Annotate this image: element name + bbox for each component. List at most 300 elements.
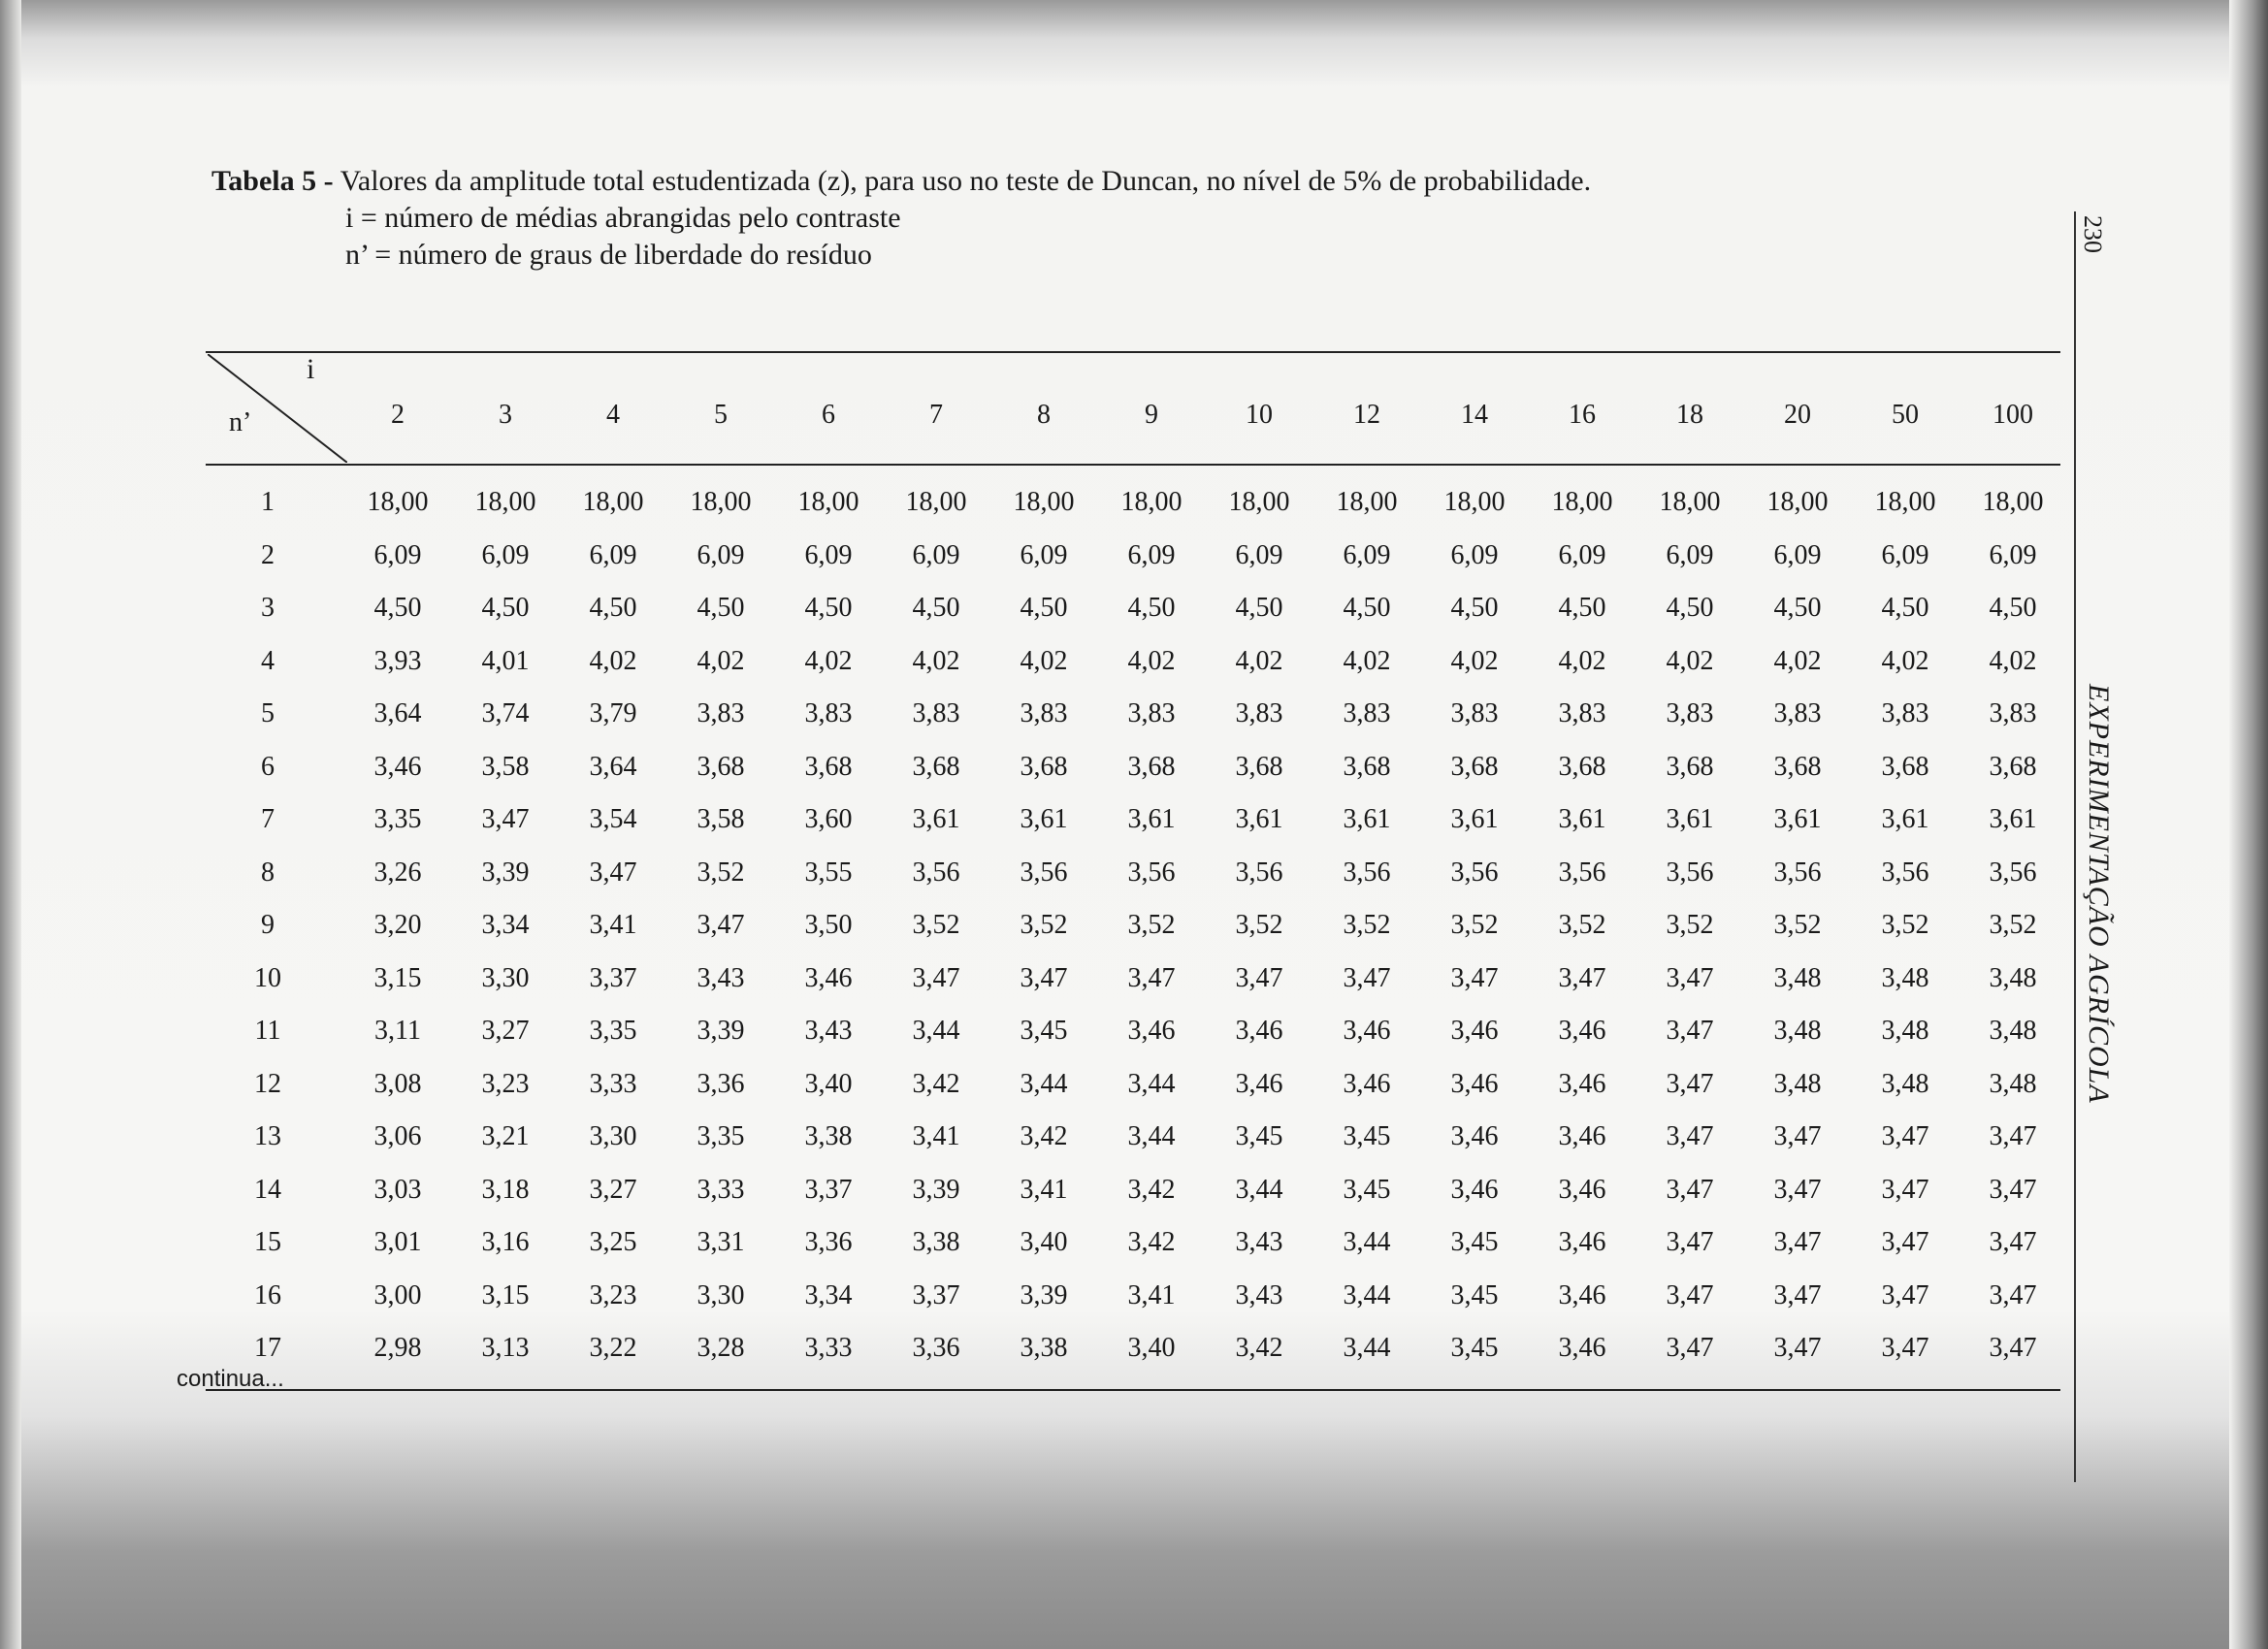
table-cell: 4,02 <box>1773 645 1822 676</box>
table-cell: 6,09 <box>1881 539 1929 570</box>
table-cell: 3,26 <box>373 857 422 888</box>
table-cell: 4,50 <box>1450 593 1499 623</box>
table-cell: 3,41 <box>912 1121 960 1151</box>
column-header: 14 <box>1461 400 1488 430</box>
table-cell: 4,02 <box>804 645 853 676</box>
row-label: 12 <box>254 1068 281 1099</box>
table-cell: 3,01 <box>373 1227 422 1257</box>
table-cell: 18,00 <box>1336 487 1398 517</box>
table-cell: 3,22 <box>589 1333 637 1363</box>
table-cell: 3,83 <box>1666 698 1714 728</box>
table-cell: 3,43 <box>1235 1279 1283 1310</box>
table-cell: 3,52 <box>697 857 745 888</box>
table-cell: 4,50 <box>1773 593 1822 623</box>
table-cell: 3,52 <box>1235 910 1283 940</box>
table-caption <box>211 163 1591 274</box>
table-cell: 3,47 <box>1773 1121 1822 1151</box>
table-cell: 3,58 <box>697 804 745 834</box>
table-cell: 3,47 <box>1666 1227 1714 1257</box>
table-cell: 3,47 <box>1235 962 1283 993</box>
table-cell: 3,83 <box>804 698 853 728</box>
table-cell: 3,13 <box>481 1333 530 1363</box>
table-cell: 3,47 <box>1881 1333 1929 1363</box>
running-head: EXPERIMENTAÇÃO AGRÍCOLA <box>2083 684 2115 1104</box>
table-cell: 3,41 <box>1020 1174 1068 1205</box>
column-header: 9 <box>1145 400 1158 430</box>
table-cell: 4,50 <box>804 593 853 623</box>
table-cell: 18,00 <box>1982 487 2044 517</box>
table-cell: 3,47 <box>1666 1333 1714 1363</box>
table-cell: 18,00 <box>690 487 752 517</box>
table-cell: 3,18 <box>481 1174 530 1205</box>
table-cell: 3,15 <box>481 1279 530 1310</box>
table-cell: 3,56 <box>1666 857 1714 888</box>
table-cell: 3,46 <box>1235 1068 1283 1099</box>
table-cell: 3,35 <box>697 1121 745 1151</box>
table-cell: 6,09 <box>1020 539 1068 570</box>
table-cell: 18,00 <box>1874 487 1936 517</box>
row-label: 6 <box>261 751 275 782</box>
table-cell: 4,50 <box>1020 593 1068 623</box>
table-cell: 4,01 <box>481 645 530 676</box>
table-cell: 3,83 <box>1235 698 1283 728</box>
table-cell: 4,50 <box>912 593 960 623</box>
table-cell: 3,47 <box>1773 1227 1822 1257</box>
table-cell: 6,09 <box>589 539 637 570</box>
table-cell: 4,02 <box>1020 645 1068 676</box>
table-cell: 3,45 <box>1450 1279 1499 1310</box>
table-cell: 18,00 <box>474 487 536 517</box>
table-cell: 4,50 <box>1343 593 1391 623</box>
table-cell: 3,47 <box>1989 1333 2037 1363</box>
table-cell: 4,50 <box>589 593 637 623</box>
table-bottom-rule <box>206 1389 2060 1391</box>
table-cell: 3,52 <box>1989 910 2037 940</box>
column-header: 20 <box>1784 400 1811 430</box>
table-cell: 3,11 <box>374 1016 421 1046</box>
table-cell: 3,56 <box>1450 857 1499 888</box>
table-cell: 3,68 <box>912 751 960 782</box>
table-cell: 3,28 <box>697 1333 745 1363</box>
table-cell: 3,48 <box>1881 962 1929 993</box>
table-cell: 6,09 <box>1127 539 1176 570</box>
caption-label: Tabela 5 - <box>211 165 334 197</box>
table-cell: 18,00 <box>1551 487 1613 517</box>
table-cell: 3,56 <box>1343 857 1391 888</box>
table-cell: 4,50 <box>1558 593 1606 623</box>
table-cell: 3,83 <box>1558 698 1606 728</box>
table-cell: 4,02 <box>1343 645 1391 676</box>
table-cell: 3,44 <box>912 1016 960 1046</box>
column-header: 7 <box>929 400 943 430</box>
table-cell: 3,30 <box>589 1121 637 1151</box>
table-cell: 3,46 <box>1558 1121 1606 1151</box>
table-cell: 3,52 <box>1881 910 1929 940</box>
table-cell: 6,09 <box>1235 539 1283 570</box>
table-cell: 3,56 <box>1989 857 2037 888</box>
table-cell: 18,00 <box>1443 487 1506 517</box>
table-cell: 3,68 <box>1450 751 1499 782</box>
table-cell: 3,47 <box>912 962 960 993</box>
table-cell: 3,37 <box>589 962 637 993</box>
table-cell: 3,00 <box>373 1279 422 1310</box>
table-cell: 3,30 <box>697 1279 745 1310</box>
table-cell: 4,02 <box>1666 645 1714 676</box>
table-cell: 4,50 <box>1666 593 1714 623</box>
table-cell: 3,83 <box>912 698 960 728</box>
table-cell: 3,50 <box>804 910 853 940</box>
table-cell: 3,58 <box>481 751 530 782</box>
table-cell: 3,56 <box>1020 857 1068 888</box>
table-cell: 3,35 <box>589 1016 637 1046</box>
table-cell: 3,47 <box>1666 1279 1714 1310</box>
table-cell: 3,47 <box>1773 1174 1822 1205</box>
table-cell: 3,61 <box>1558 804 1606 834</box>
table-cell: 3,56 <box>912 857 960 888</box>
table-cell: 3,47 <box>481 804 530 834</box>
table-cell: 4,02 <box>1558 645 1606 676</box>
table-cell: 3,23 <box>481 1068 530 1099</box>
page-edge-right <box>2229 0 2268 1649</box>
column-header: 4 <box>606 400 620 430</box>
column-header: 2 <box>391 400 405 430</box>
table-cell: 3,41 <box>589 910 637 940</box>
table-cell: 3,40 <box>1020 1227 1068 1257</box>
table-cell: 4,50 <box>1235 593 1283 623</box>
table-cell: 3,38 <box>1020 1333 1068 1363</box>
table-cell: 3,47 <box>1881 1174 1929 1205</box>
corner-label-n: n’ <box>229 407 252 437</box>
table-cell: 3,47 <box>1450 962 1499 993</box>
table-cell: 4,50 <box>1127 593 1176 623</box>
table-top-rule <box>206 351 2060 353</box>
table-cell: 3,64 <box>589 751 637 782</box>
table-cell: 3,64 <box>373 698 422 728</box>
table-cell: 6,09 <box>481 539 530 570</box>
table-cell: 3,68 <box>1558 751 1606 782</box>
table-cell: 3,06 <box>373 1121 422 1151</box>
table-cell: 3,46 <box>1558 1227 1606 1257</box>
table-cell: 3,47 <box>1343 962 1391 993</box>
column-header: 8 <box>1037 400 1051 430</box>
table-cell: 3,61 <box>1881 804 1929 834</box>
table-cell: 3,46 <box>1450 1121 1499 1151</box>
table-cell: 3,83 <box>697 698 745 728</box>
table-cell: 3,52 <box>1343 910 1391 940</box>
table-cell: 18,00 <box>582 487 644 517</box>
table-cell: 3,23 <box>589 1279 637 1310</box>
row-label: 16 <box>254 1279 281 1310</box>
table-cell: 4,02 <box>912 645 960 676</box>
table-cell: 3,46 <box>1127 1016 1176 1046</box>
table-cell: 3,52 <box>912 910 960 940</box>
table-cell: 3,83 <box>1020 698 1068 728</box>
table-cell: 3,33 <box>589 1068 637 1099</box>
table-cell: 3,47 <box>1020 962 1068 993</box>
table-cell: 3,47 <box>1881 1121 1929 1151</box>
table-cell: 3,48 <box>1989 1016 2037 1046</box>
table-cell: 3,42 <box>1235 1333 1283 1363</box>
table-cell: 3,03 <box>373 1174 422 1205</box>
table-cell: 3,37 <box>804 1174 853 1205</box>
table-cell: 3,46 <box>1558 1174 1606 1205</box>
table-cell: 3,42 <box>1127 1174 1176 1205</box>
row-label: 1 <box>261 487 275 517</box>
table-cell: 3,30 <box>481 962 530 993</box>
table-cell: 6,09 <box>912 539 960 570</box>
table-cell: 3,52 <box>1127 910 1176 940</box>
table-cell: 18,00 <box>1013 487 1075 517</box>
table-cell: 4,50 <box>697 593 745 623</box>
table-cell: 3,83 <box>1881 698 1929 728</box>
table-cell: 6,09 <box>1450 539 1499 570</box>
table-cell: 3,37 <box>912 1279 960 1310</box>
table-cell: 3,68 <box>1881 751 1929 782</box>
table-cell: 3,61 <box>1020 804 1068 834</box>
table-cell: 4,02 <box>589 645 637 676</box>
table-cell: 4,02 <box>1881 645 1929 676</box>
table-cell: 3,68 <box>1127 751 1176 782</box>
caption-title: Valores da amplitude total estudentizada (z), para uso no teste de Duncan, no nível de 5% de probabilidade. <box>340 165 1592 197</box>
page-number: 230 <box>2079 215 2107 253</box>
table-cell: 3,68 <box>804 751 853 782</box>
column-header: 100 <box>1993 400 2033 430</box>
table-cell: 3,56 <box>1773 857 1822 888</box>
table-cell: 3,83 <box>1773 698 1822 728</box>
table-cell: 3,61 <box>912 804 960 834</box>
table-cell: 3,43 <box>804 1016 853 1046</box>
table-cell: 18,00 <box>1120 487 1183 517</box>
table-cell: 18,00 <box>797 487 859 517</box>
row-label: 11 <box>254 1016 281 1046</box>
table-cell: 18,00 <box>1659 487 1721 517</box>
table-cell: 3,27 <box>589 1174 637 1205</box>
column-header: 50 <box>1892 400 1919 430</box>
table-cell: 6,09 <box>1343 539 1391 570</box>
table-cell: 3,47 <box>1989 1279 2037 1310</box>
table-cell: 3,56 <box>1558 857 1606 888</box>
table-cell: 3,45 <box>1020 1016 1068 1046</box>
column-header: 10 <box>1246 400 1273 430</box>
table-cell: 3,47 <box>1773 1333 1822 1363</box>
table-cell: 3,46 <box>1235 1016 1283 1046</box>
table-cell: 3,79 <box>589 698 637 728</box>
table-cell: 3,38 <box>912 1227 960 1257</box>
row-label: 13 <box>254 1121 281 1151</box>
table-cell: 3,46 <box>1343 1068 1391 1099</box>
table-cell: 3,44 <box>1127 1068 1176 1099</box>
table-cell: 3,39 <box>1020 1279 1068 1310</box>
table-cell: 3,47 <box>697 910 745 940</box>
table-cell: 18,00 <box>1766 487 1829 517</box>
table-cell: 3,45 <box>1235 1121 1283 1151</box>
table-cell: 3,34 <box>481 910 530 940</box>
column-header: 3 <box>499 400 512 430</box>
table-cell: 3,47 <box>1881 1279 1929 1310</box>
table-cell: 3,52 <box>1450 910 1499 940</box>
table-cell: 3,40 <box>804 1068 853 1099</box>
table-cell: 3,44 <box>1343 1333 1391 1363</box>
table-cell: 3,46 <box>1558 1333 1606 1363</box>
page-edge-left <box>0 0 21 1649</box>
table-cell: 3,46 <box>1558 1016 1606 1046</box>
table-cell: 3,44 <box>1127 1121 1176 1151</box>
row-label: 2 <box>261 539 275 570</box>
table-cell: 4,02 <box>1450 645 1499 676</box>
table-cell: 3,42 <box>912 1068 960 1099</box>
row-label: 8 <box>261 857 275 888</box>
table-cell: 3,36 <box>697 1068 745 1099</box>
table-cell: 3,39 <box>697 1016 745 1046</box>
table-cell: 3,47 <box>1558 962 1606 993</box>
row-label: 14 <box>254 1174 281 1205</box>
row-label: 17 <box>254 1333 281 1363</box>
table-cell: 3,47 <box>1666 962 1714 993</box>
table-cell: 3,83 <box>1989 698 2037 728</box>
table-cell: 3,47 <box>1773 1279 1822 1310</box>
caption-line-n: n’ = número de graus de liberdade do resíduo <box>345 239 872 271</box>
table-cell: 3,43 <box>1235 1227 1283 1257</box>
table-cell: 4,50 <box>481 593 530 623</box>
table-cell: 3,36 <box>912 1333 960 1363</box>
table-cell: 3,60 <box>804 804 853 834</box>
table-cell: 3,46 <box>1558 1068 1606 1099</box>
table-cell: 3,52 <box>1666 910 1714 940</box>
table-cell: 3,52 <box>1558 910 1606 940</box>
table-cell: 3,48 <box>1881 1068 1929 1099</box>
table-header-rule <box>206 464 2060 466</box>
table-cell: 3,68 <box>1235 751 1283 782</box>
caption-title-line <box>211 163 1591 200</box>
table-cell: 3,08 <box>373 1068 422 1099</box>
table-cell: 6,09 <box>1773 539 1822 570</box>
table-cell: 3,48 <box>1989 1068 2037 1099</box>
table-cell: 3,61 <box>1773 804 1822 834</box>
row-label: 4 <box>261 645 275 676</box>
column-header: 6 <box>822 400 835 430</box>
table-cell: 3,47 <box>1666 1016 1714 1046</box>
table-cell: 18,00 <box>1228 487 1290 517</box>
table-cell: 3,48 <box>1773 1068 1822 1099</box>
table-cell: 3,93 <box>373 645 422 676</box>
table-cell: 3,27 <box>481 1016 530 1046</box>
row-label: 9 <box>261 910 275 940</box>
table-cell: 3,21 <box>481 1121 530 1151</box>
table-cell: 3,46 <box>1343 1016 1391 1046</box>
table-cell: 3,44 <box>1343 1279 1391 1310</box>
table-cell: 3,34 <box>804 1279 853 1310</box>
table-cell: 3,44 <box>1235 1174 1283 1205</box>
table-cell: 3,44 <box>1020 1068 1068 1099</box>
table-cell: 4,02 <box>1989 645 2037 676</box>
table-cell: 3,83 <box>1450 698 1499 728</box>
table-cell: 3,52 <box>1773 910 1822 940</box>
table-cell: 18,00 <box>905 487 967 517</box>
table-cell: 3,46 <box>373 751 422 782</box>
table-cell: 3,61 <box>1235 804 1283 834</box>
table-cell: 3,46 <box>1450 1068 1499 1099</box>
table-cell: 3,61 <box>1127 804 1176 834</box>
table-cell: 4,02 <box>1235 645 1283 676</box>
continued-note: continua... <box>177 1366 284 1392</box>
table-cell: 3,25 <box>589 1227 637 1257</box>
table-cell: 4,02 <box>1127 645 1176 676</box>
table-cell: 4,50 <box>1989 593 2037 623</box>
table-cell: 3,39 <box>481 857 530 888</box>
table-cell: 3,47 <box>1989 1174 2037 1205</box>
table-cell: 3,83 <box>1127 698 1176 728</box>
table-cell: 4,50 <box>373 593 422 623</box>
table-cell: 6,09 <box>697 539 745 570</box>
table-cell: 6,09 <box>373 539 422 570</box>
table-cell: 6,09 <box>804 539 853 570</box>
table-cell: 3,68 <box>697 751 745 782</box>
table-cell: 3,33 <box>804 1333 853 1363</box>
table-cell: 6,09 <box>1558 539 1606 570</box>
column-header: 5 <box>714 400 728 430</box>
table-cell: 3,55 <box>804 857 853 888</box>
caption-line-i: i = número de médias abrangidas pelo contraste <box>345 202 901 234</box>
table-cell: 3,56 <box>1127 857 1176 888</box>
table-cell: 3,45 <box>1343 1174 1391 1205</box>
table-cell: 3,36 <box>804 1227 853 1257</box>
table-cell: 3,56 <box>1881 857 1929 888</box>
column-header: 18 <box>1676 400 1703 430</box>
table-cell: 3,31 <box>697 1227 745 1257</box>
row-label: 3 <box>261 593 275 623</box>
table-cell: 3,16 <box>481 1227 530 1257</box>
table-cell: 3,47 <box>1666 1174 1714 1205</box>
table-cell: 6,09 <box>1989 539 2037 570</box>
table-cell: 3,43 <box>697 962 745 993</box>
table-cell: 3,41 <box>1127 1279 1176 1310</box>
table-cell: 3,83 <box>1343 698 1391 728</box>
table-cell: 4,50 <box>1881 593 1929 623</box>
table-cell: 3,42 <box>1020 1121 1068 1151</box>
table-cell: 3,46 <box>1558 1279 1606 1310</box>
table-cell: 3,48 <box>1989 962 2037 993</box>
row-label: 10 <box>254 962 281 993</box>
table-cell: 2,98 <box>373 1333 422 1363</box>
table-cell: 3,48 <box>1773 962 1822 993</box>
table-cell: 6,09 <box>1666 539 1714 570</box>
table-cell: 3,48 <box>1773 1016 1822 1046</box>
table-cell: 3,45 <box>1450 1333 1499 1363</box>
table-cell: 3,44 <box>1343 1227 1391 1257</box>
table-cell: 3,47 <box>1127 962 1176 993</box>
table-cell: 3,68 <box>1989 751 2037 782</box>
table-cell: 18,00 <box>367 487 429 517</box>
table-cell: 3,45 <box>1450 1227 1499 1257</box>
table-cell: 3,39 <box>912 1174 960 1205</box>
table-cell: 3,46 <box>804 962 853 993</box>
table-cell: 3,61 <box>1450 804 1499 834</box>
column-header: 16 <box>1569 400 1596 430</box>
column-header: 12 <box>1353 400 1380 430</box>
table-cell: 3,61 <box>1989 804 2037 834</box>
table-cell: 3,38 <box>804 1121 853 1151</box>
row-label: 15 <box>254 1227 281 1257</box>
table-cell: 3,35 <box>373 804 422 834</box>
table-cell: 3,68 <box>1773 751 1822 782</box>
table-cell: 3,15 <box>373 962 422 993</box>
table-cell: 3,33 <box>697 1174 745 1205</box>
table-cell: 3,47 <box>1881 1227 1929 1257</box>
table-cell: 3,42 <box>1127 1227 1176 1257</box>
corner-label-i: i <box>307 353 315 385</box>
table-cell: 3,47 <box>1666 1068 1714 1099</box>
table-cell: 3,68 <box>1020 751 1068 782</box>
